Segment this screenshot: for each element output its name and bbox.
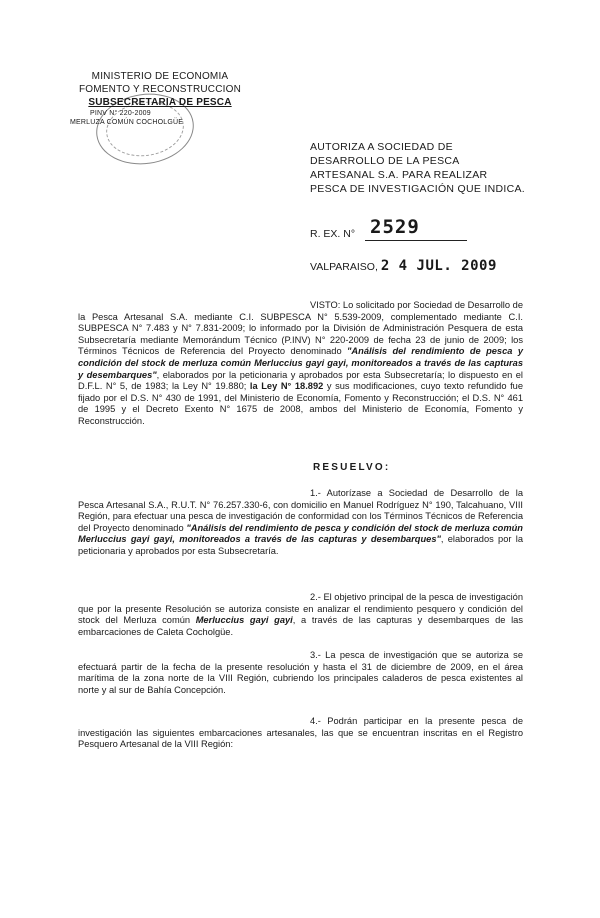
point-2-lead: 2.- El objetivo principal de la pesca de investigación (310, 592, 523, 602)
visto-lead: VISTO: (310, 300, 341, 310)
resuelvo-heading: RESUELVO: (313, 462, 391, 473)
resolution-number-block (310, 218, 470, 242)
resuelvo-point-2 (78, 592, 523, 638)
point-1-text-b: , elaborados por la peticionaria y aprobados por esta Subsecretaría. (78, 534, 523, 556)
visto-text-b: , elaborados por la peticionaria y aprobados por esta Subsecretaría; lo dispuesto en el D.F.L. N° 5, de 1983; la Ley N° 19.880; (78, 369, 523, 392)
point-2-text-a: que por la presente Resolución se autoriza consiste en analizar el rendimiento pesquero y condición del stock del Merluza común (78, 603, 523, 626)
resuelvo-point-3 (78, 650, 523, 696)
letterhead-pinv: PINV N° 220-2009 (90, 110, 151, 117)
point-2-text-b: , a través de las capturas y desembarques de las embarcaciones de Caleta Cocholgüe. (78, 615, 523, 637)
point-1-lead: 1.- Autorízase a Sociedad de Desarrollo de la (310, 488, 523, 498)
resolution-number-underline (365, 240, 467, 241)
visto-law: la Ley N° 18.892 (249, 381, 324, 392)
letterhead-ministry: MINISTERIO DE ECONOMIA (91, 71, 229, 82)
letterhead-merluza: MERLUZA COMÚN COCHOLGÜE (70, 119, 184, 126)
point-1-text-a: Pesca Artesanal S.A., R.U.T. N° 76.257.330-6, con domicilio en Manuel Rodríguez N° 190, Talcahuano, VIII Región, para efectuar una pesca de investigación de conformidad con los Términos Técnicos de Referencia del Proyecto denominado (78, 499, 523, 533)
letterhead-subsecretary: SUBSECRETARIA DE PESCA (88, 97, 232, 108)
point-1-project-title: "Análisis del rendimiento de pesca y condición del stock de merluza común Merluccius gayi gayi, monitoreados a través de las capturas y desembarques" (78, 522, 523, 545)
point-3-lead: 3.- La pesca de investigación que se autoriza se (310, 650, 523, 660)
point-3-text: efectuará partir de la fecha de la presente resolución y hasta el 31 de diciembre de 2009, en el área marítima de la zona norte de la VIII Región, cubriendo los principales caladeros de pesca existentes al norte y al sur de Bahía Concepción. (78, 661, 523, 695)
point-4-text: investigación las siguientes embarcaciones artesanales, las que se encuentran inscritas en el Registro Pesquero Artesanal de la VIII Región: (78, 727, 523, 750)
resuelvo-point-1 (78, 488, 523, 558)
point-4-lead: 4.- Podrán participar en la presente pesca de (310, 716, 523, 726)
point-2-species: Merluccius gayi gayi (195, 615, 293, 626)
letterhead-ministry-2: FOMENTO Y RECONSTRUCCION (78, 84, 242, 95)
resolution-number: 2529 (370, 216, 420, 238)
visto-project-title: "Análisis del rendimiento de pesca y condición del stock de merluza común Merluccius gayi gayi, monitoreados a través de las capturas y desembarques" (78, 346, 523, 380)
date-stamp: 2 4 JUL. 2009 (380, 258, 497, 274)
resolution-subject: AUTORIZA A SOCIEDAD DE DESARROLLO DE LA PESCA ARTESANAL S.A. PARA REALIZAR PESCA DE INVESTIGACIÓN QUE INDICA. (310, 141, 525, 195)
visto-text-c: y sus modificaciones, cuyo texto refundido fue fijado por el D.S. N° 430 de 1991, del Ministerio de Economía, Fomento y Reconstrucción; el D.S. N° 461 de 1995 y el Decreto Exento N° 1675 de 2008, ambos del Ministerio de Economía, Fomento y Reconstrucción. (78, 381, 523, 426)
letterhead (70, 70, 250, 127)
visto-text-a: Lo solicitado por Sociedad de Desarrollo de la Pesca Artesanal S.A. mediante C.I. SUBPESCA N° 5.539-2009, complementado mediante C.I. SUBPESCA N° 7.483 y N° 7.831-2009; lo informado por la División de Administración Pesquera de esta Subsecretaría mediante Memorándum Técnico (P.INV) N° 220-2009 de fecha 23 de junio de 2009; los Términos Técnicos de Referencia del Proyecto denominado (78, 300, 523, 357)
resolution-number-label: R. EX. N° (310, 228, 356, 240)
resolution-date (310, 258, 497, 274)
resuelvo-point-4 (78, 716, 523, 751)
date-city: VALPARAISO, (310, 261, 378, 273)
visto-paragraph (78, 300, 523, 428)
